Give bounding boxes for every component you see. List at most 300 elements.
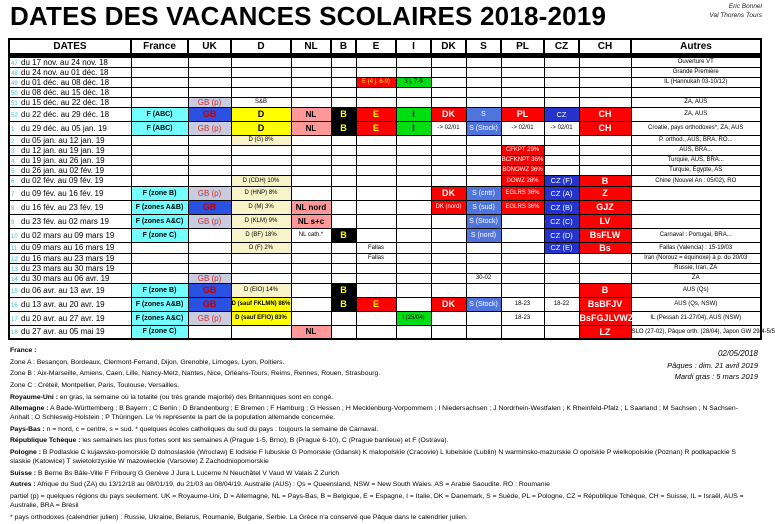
week-number: 47 (11, 60, 18, 67)
note-line (10, 469, 752, 478)
cell-D (231, 55, 291, 67)
week-number: 5 (11, 168, 15, 175)
cell-E (356, 165, 396, 175)
date-cell (9, 107, 131, 121)
cell-I (396, 145, 431, 155)
cell-France (131, 253, 188, 263)
cell-France (131, 55, 188, 67)
cell-DK: DK (431, 297, 466, 311)
note-line (10, 358, 752, 367)
date-cell (9, 263, 131, 273)
cell-Autres: IL (Pessah 21-27/04), AUS (NSW) (631, 311, 761, 325)
cell-E: Fallas (356, 242, 396, 253)
cell-UK (188, 135, 231, 145)
cell-B (331, 242, 356, 253)
date-cell (9, 77, 131, 87)
cell-I (396, 186, 431, 200)
cell-E (356, 67, 396, 77)
cell-UK: GB (p) (188, 121, 231, 135)
date-range: du 06 avr. au 13 avr. 19 (21, 285, 105, 295)
header-denmark: DK (431, 39, 466, 55)
cell-CH: LV (579, 214, 631, 228)
note-text: n = nord, c = centre, s = sud. * quelques écoles catholiques du sud du pays : toujours la semaine de Carnaval. (46, 425, 379, 433)
cell-DK: DK (431, 107, 466, 121)
cell-D: D (231, 107, 291, 121)
date-cell (9, 87, 131, 97)
cell-I: I (396, 121, 431, 135)
cell-I (396, 253, 431, 263)
header-dates: DATES (9, 39, 131, 55)
table-row (9, 155, 761, 165)
cell-UK: GB (188, 107, 231, 121)
cell-CZ (544, 87, 579, 97)
cell-S (466, 283, 501, 297)
cell-NL: NL nord (291, 200, 331, 214)
info-easter: Pâques : dim. 21 avril 2019 (667, 361, 758, 370)
table-row (9, 135, 761, 145)
cell-D (231, 253, 291, 263)
cell-B (331, 311, 356, 325)
cell-D: D (231, 121, 291, 135)
cell-B (331, 325, 356, 339)
table-row (9, 175, 761, 186)
date-range: du 17 nov. au 24 nov. 18 (21, 57, 108, 67)
cell-S (466, 253, 501, 263)
note-text: partiel (p) = quelques régions du pays seulement. UK = Royaume-Uni, D = Allemagne, NL = Pays-Bas, B = Belgique, E = Espagne, I = Italie, DK = Danemark, S = Suède, PL = Pologne, CZ = République Tchèque, CH = Suisse, IL = Israël, AUS = Australie, BRA = Brésil (10, 492, 744, 509)
cell-CZ (544, 263, 579, 273)
cell-Autres: AUS (Qs) (631, 283, 761, 297)
cell-CH (579, 55, 631, 67)
cell-I (396, 283, 431, 297)
cell-NL (291, 297, 331, 311)
cell-D: D (BF) 18% (231, 228, 291, 242)
note-label: Suisse : (10, 469, 37, 477)
week-number: 2 (11, 138, 15, 145)
week-number: 15 (11, 288, 18, 295)
date-cell (9, 186, 131, 200)
cell-B (331, 200, 356, 214)
date-cell (9, 214, 131, 228)
date-range: du 15 déc. au 22 déc. 18 (21, 97, 110, 107)
date-range: du 23 fév. au 02 mars 19 (21, 216, 109, 226)
cell-CZ (544, 135, 579, 145)
cell-CH: Bs (579, 242, 631, 253)
cell-B (331, 165, 356, 175)
cell-CH (579, 135, 631, 145)
cell-NL (291, 67, 331, 77)
week-number: 8 (11, 205, 15, 212)
cell-I (396, 55, 431, 67)
cell-CH (579, 145, 631, 155)
cell-CZ (544, 145, 579, 155)
header-netherlands: NL (291, 39, 331, 55)
cell-DK (431, 228, 466, 242)
date-range: du 16 mars au 23 mars 19 (21, 253, 115, 263)
cell-NL (291, 253, 331, 263)
cell-CZ: CZ (544, 107, 579, 121)
table-row (9, 228, 761, 242)
cell-France: F (zones A&B) (131, 297, 188, 311)
cell-I (396, 97, 431, 107)
cell-CZ: CZ (C) (544, 214, 579, 228)
cell-PL: EGLRS 36% (501, 186, 544, 200)
date-range: du 20 avr. au 27 avr. 19 (21, 313, 105, 323)
cell-UK (188, 87, 231, 97)
cell-CH: GJZ (579, 200, 631, 214)
cell-S (466, 325, 501, 339)
date-cell (9, 253, 131, 263)
info-mardi-gras: Mardi gras : 5 mars 2019 (674, 372, 758, 382)
date-range: du 02 fév. au 09 fév. 19 (21, 176, 104, 185)
week-number: 6 (11, 179, 15, 185)
week-number: 14 (11, 276, 18, 283)
note-label: Pays-Bas : (10, 425, 45, 433)
cell-CH (579, 155, 631, 165)
note-text: Zone C : Créteil, Montpellier, Paris, Toulouse, Versailles. (10, 381, 180, 389)
cell-S (466, 87, 501, 97)
cell-France (131, 175, 188, 186)
cell-B (331, 67, 356, 77)
cell-NL (291, 186, 331, 200)
cell-S (466, 77, 501, 87)
cell-UK: GB (188, 283, 231, 297)
cell-NL (291, 77, 331, 87)
table-row (9, 165, 761, 175)
cell-UK (188, 145, 231, 155)
cell-NL (291, 155, 331, 165)
cell-CZ (544, 311, 579, 325)
cell-PL (501, 228, 544, 242)
cell-D (231, 325, 291, 339)
date-range: du 05 jan. au 12 jan. 19 (21, 135, 105, 145)
table-row (9, 273, 761, 283)
cell-CZ (544, 283, 579, 297)
week-number: 3 (11, 148, 15, 155)
cell-I (396, 242, 431, 253)
date-cell (9, 67, 131, 77)
date-range: du 09 fév. au 16 fév. 19 (21, 188, 104, 198)
note-line (10, 492, 752, 510)
cell-UK (188, 67, 231, 77)
cell-I (396, 175, 431, 186)
note-line (10, 436, 752, 445)
cell-PL (501, 87, 544, 97)
cell-I (396, 297, 431, 311)
date-range: du 29 déc. au 05 jan. 19 (21, 123, 107, 133)
cell-B (331, 97, 356, 107)
cell-DK (431, 325, 466, 339)
cell-PL: EGLRS 36% (501, 200, 544, 214)
cell-France: F (zone C) (131, 325, 188, 339)
credit-author: Eric Bonnel (728, 3, 762, 10)
cell-CH: B (579, 283, 631, 297)
cell-UK (188, 55, 231, 67)
cell-PL (501, 283, 544, 297)
cell-Autres (631, 87, 761, 97)
date-cell (9, 175, 131, 186)
cell-NL (291, 283, 331, 297)
note-text: Zone A : Besançon, Bordeaux, Clermont-Ferrand, Dijon, Grenoble, Limoges, Lyon, Poitiers. (10, 358, 285, 366)
table-row (9, 186, 761, 200)
week-number: 12 (11, 256, 18, 263)
cell-Autres: Turquie, AUS, BRA... (631, 155, 761, 165)
date-cell (9, 145, 131, 155)
cell-DK (431, 67, 466, 77)
cell-D (231, 273, 291, 283)
cell-France: F (zones A&B) (131, 200, 188, 214)
week-number: 49 (11, 80, 18, 87)
week-number: 4 (11, 158, 15, 165)
date-cell (9, 297, 131, 311)
cell-S (466, 242, 501, 253)
cell-Autres (631, 186, 761, 200)
cell-S (466, 145, 501, 155)
cell-B (331, 155, 356, 165)
cell-NL: NL s+c (291, 214, 331, 228)
cell-E (356, 97, 396, 107)
note-label: Autres : (10, 481, 36, 489)
date-range: du 26 jan. au 02 fév. 19 (21, 165, 105, 175)
date-cell (9, 135, 131, 145)
cell-D (231, 165, 291, 175)
cell-PL (501, 263, 544, 273)
cell-D: D (KLM) 9% (231, 214, 291, 228)
cell-B: B (331, 107, 356, 121)
cell-B (331, 214, 356, 228)
cell-Autres: AUS (Qs, NSW) (631, 297, 761, 311)
cell-CZ: CZ (E) (544, 242, 579, 253)
week-number: 18 (11, 330, 18, 337)
cell-NL: NL cath.* (291, 228, 331, 242)
cell-CZ (544, 165, 579, 175)
note-line (10, 448, 752, 466)
cell-DK (431, 97, 466, 107)
cell-D: D (G) 8% (231, 135, 291, 145)
cell-CH (579, 97, 631, 107)
cell-NL (291, 263, 331, 273)
cell-NL (291, 145, 331, 155)
date-range: du 01 déc. au 08 déc. 18 (21, 77, 110, 87)
cell-E (356, 87, 396, 97)
cell-E (356, 155, 396, 165)
week-number: 13 (11, 266, 18, 273)
header-autres: Autres (631, 39, 761, 55)
cell-D: D (sauf EFIO) 83% (231, 311, 291, 325)
cell-CZ (544, 155, 579, 165)
week-number: 9 (11, 219, 15, 226)
date-range: du 23 mars au 30 mars 19 (21, 263, 115, 273)
week-number: 51 (11, 100, 18, 107)
cell-S: S (Stock) (466, 121, 501, 135)
cell-DK (431, 273, 466, 283)
cell-CH (579, 67, 631, 77)
cell-CZ: 18-22 (544, 297, 579, 311)
cell-I (396, 135, 431, 145)
cell-UK (188, 242, 231, 253)
cell-B (331, 175, 356, 186)
cell-E: E (356, 107, 396, 121)
cell-CH (579, 253, 631, 263)
header-poland: PL (501, 39, 544, 55)
cell-UK (188, 263, 231, 273)
cell-S (466, 165, 501, 175)
cell-NL (291, 311, 331, 325)
header-sweden: S (466, 39, 501, 55)
date-cell (9, 155, 131, 165)
date-cell (9, 311, 131, 325)
note-text: B Berne Bs Bâle-Ville F Fribourg G Genève J Jura L Lucerne N Neuchâtel V Vaud W Valais Z Zurich (37, 469, 340, 477)
cell-S (466, 97, 501, 107)
header-uk: UK (188, 39, 231, 55)
cell-France (131, 77, 188, 87)
credit (709, 3, 762, 21)
table-header-row (9, 39, 761, 55)
table-row (9, 242, 761, 253)
cell-France (131, 135, 188, 145)
cell-Autres (631, 214, 761, 228)
table-row (9, 55, 761, 67)
cell-PL (501, 55, 544, 67)
cell-CH: LZ (579, 325, 631, 339)
table-row (9, 311, 761, 325)
cell-PL (501, 77, 544, 87)
date-cell (9, 325, 131, 339)
cell-B: B (331, 228, 356, 242)
cell-D: S&B (231, 97, 291, 107)
cell-DK (431, 242, 466, 253)
cell-I (396, 87, 431, 97)
cell-DK (431, 175, 466, 186)
cell-Autres: IL (Hannukah 03-10/12) (631, 77, 761, 87)
cell-NL (291, 87, 331, 97)
cell-B: B (331, 121, 356, 135)
header-spain: E (356, 39, 396, 55)
table-row (9, 253, 761, 263)
cell-CH: BsFLW (579, 228, 631, 242)
cell-D (231, 87, 291, 97)
cell-CZ (544, 253, 579, 263)
cell-NL: NL (291, 121, 331, 135)
cell-DK (431, 263, 466, 273)
cell-B (331, 145, 356, 155)
table-row (9, 67, 761, 77)
cell-NL: NL (291, 325, 331, 339)
week-number: 17 (11, 316, 18, 323)
cell-I (396, 214, 431, 228)
cell-CZ (544, 67, 579, 77)
cell-E (356, 135, 396, 145)
cell-D: D (F) 2% (231, 242, 291, 253)
cell-UK: GB (188, 200, 231, 214)
table-row (9, 145, 761, 155)
cell-D: D (sauf FKLMN) 86% (231, 297, 291, 311)
cell-I (396, 263, 431, 273)
note-text: A Bade-Württemberg ; B Bayern ; C Berlin ; D Brandenburg ; E Bremen ; F Hamburg ; G Hessen ; H Mecklenburg-Vorpommern ; I Niedersachsen ; J Nordrhein-Westfalen ; K Rheinfeld-Pfalz ; L Saarland ; M Sachsen ; N Sachsen-Anhalt ; O Schleswig-Holstein ; P Thüringen. Le % représente la part de la population allemande concernée. (10, 405, 738, 422)
note-text: en gras, la semaine où la totalité (ou très grande majorité) des Britanniques sont en congé. (59, 393, 334, 401)
cell-B (331, 135, 356, 145)
week-number: 7 (11, 191, 15, 198)
cell-DK (431, 283, 466, 297)
cell-CZ (544, 325, 579, 339)
cell-UK: GB (p) (188, 214, 231, 228)
date-range: du 19 jan. au 26 jan. 19 (21, 155, 105, 165)
cell-CH (579, 263, 631, 273)
cell-B (331, 186, 356, 200)
note-label: Pologne : (10, 449, 41, 457)
cell-NL: NL (291, 107, 331, 121)
cell-E (356, 273, 396, 283)
cell-E (356, 214, 396, 228)
cell-UK: GB (p) (188, 311, 231, 325)
cell-Autres: ZA (631, 273, 761, 283)
cell-S: S (466, 107, 501, 121)
cell-DK (431, 165, 466, 175)
cell-I (396, 273, 431, 283)
cell-CZ: CZ (B) (544, 200, 579, 214)
cell-E: E (356, 297, 396, 311)
cell-DK (431, 253, 466, 263)
cell-UK: GB (p) (188, 186, 231, 200)
cell-Autres: Chine (Nouvel An : 05/02), RO (631, 175, 761, 186)
table-row (9, 121, 761, 135)
table-row (9, 87, 761, 97)
header-france: France (131, 39, 188, 55)
date-cell (9, 228, 131, 242)
cell-B (331, 253, 356, 263)
cell-PL: 18-23 (501, 311, 544, 325)
cell-DK (431, 135, 466, 145)
cell-CH (579, 77, 631, 87)
cell-CZ: CZ (F) (544, 175, 579, 186)
cell-UK: GB (p) (188, 97, 231, 107)
cell-UK (188, 155, 231, 165)
cell-PL (501, 242, 544, 253)
cell-D (231, 263, 291, 273)
info-block (667, 348, 758, 383)
cell-CZ: CZ (A) (544, 186, 579, 200)
cell-UK (188, 175, 231, 186)
cell-NL (291, 273, 331, 283)
note-label: République Tchèque : (10, 437, 81, 445)
table-row (9, 77, 761, 87)
cell-France: F (zone B) (131, 283, 188, 297)
cell-D (231, 67, 291, 77)
cell-CZ (544, 55, 579, 67)
note-label: France : (10, 347, 37, 354)
cell-France: F (zone C) (131, 228, 188, 242)
cell-France: F (ABC) (131, 121, 188, 135)
cell-B (331, 273, 356, 283)
cell-CH: B (579, 175, 631, 186)
cell-NL (291, 165, 331, 175)
cell-CH: BsBFJV (579, 297, 631, 311)
cell-CZ (544, 97, 579, 107)
cell-CH (579, 273, 631, 283)
date-range: du 09 mars au 16 mars 19 (21, 243, 115, 252)
cell-DK (431, 155, 466, 165)
page-title: DATES DES VACANCES SCOLAIRES 2018-2019 (10, 1, 607, 31)
cell-UK (188, 77, 231, 87)
cell-D: D (CDH) 10% (231, 175, 291, 186)
cell-Autres: ZA, AUS (631, 107, 761, 121)
cell-I: I (25/04) (396, 311, 431, 325)
table-row (9, 200, 761, 214)
info-date: 02/05/2018 (717, 349, 758, 358)
cell-B (331, 55, 356, 67)
cell-DK: -> 02/01 (431, 121, 466, 135)
cell-S: S (nord) (466, 228, 501, 242)
cell-E (356, 186, 396, 200)
